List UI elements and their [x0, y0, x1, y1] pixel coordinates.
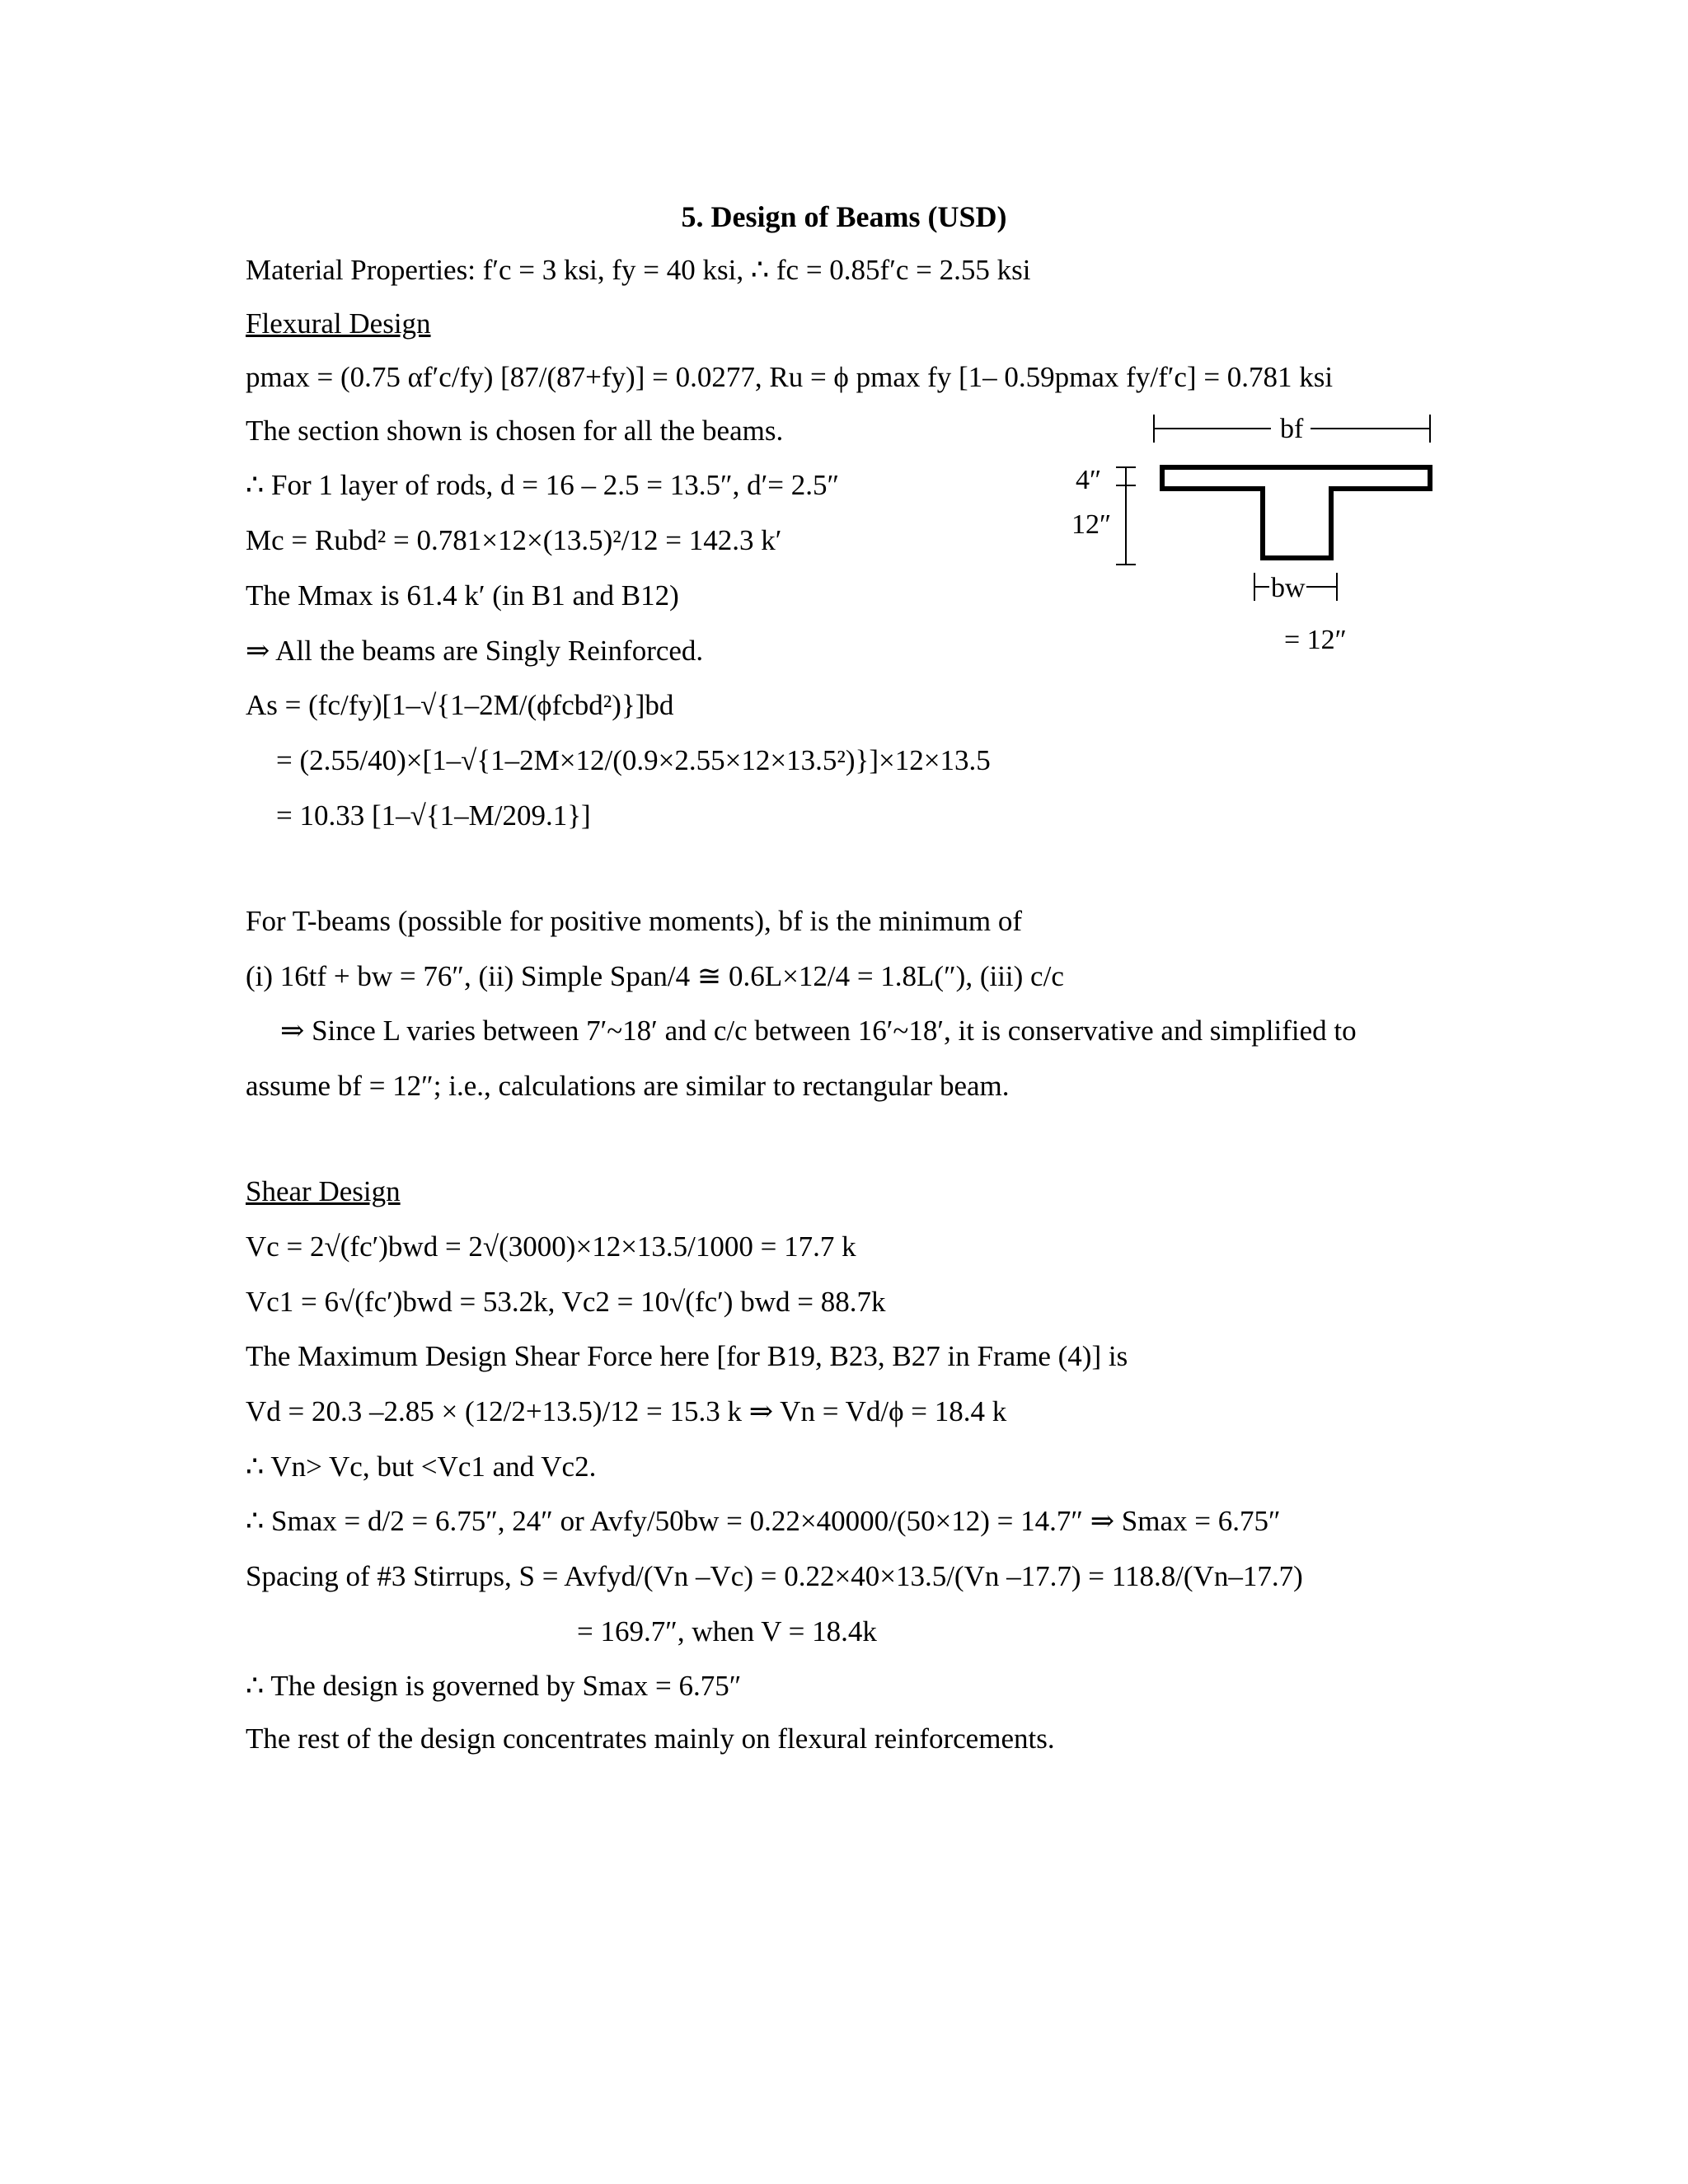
tbeam-intro: For T-beams (possible for positive moments), bf is the minimum of [246, 905, 1023, 937]
bw-value: = 12″ [1284, 625, 1347, 655]
vn-comparison: ∴ Vn> Vc, but <Vc1 and Vc2. [246, 1451, 597, 1483]
mc-equation: Mc = Rubd² = 0.781×12×(13.5)²/12 = 142.3 k′ [246, 524, 782, 556]
section-statement: The section shown is chosen for all the beams. [246, 415, 784, 447]
max-shear-statement: The Maximum Design Shear Force here [for B19, B23, B27 in Frame (4)] is [246, 1340, 1128, 1372]
as-equation: As = (fc/fy)[1–√{1–2M/(ϕfcbd²)}]bd [246, 689, 674, 721]
tbeam-note: ⇒ Since L varies between 7′~18′ and c/c between 16′~18′, it is conservative and simplified to [280, 1015, 1357, 1047]
page-title: 5. Design of Beams (USD) [681, 200, 1007, 233]
stirrup-spacing: Spacing of #3 Stirrups, S = Avfyd/(Vn –Vc) = 0.22×40×13.5/(Vn –17.7) = 118.8/(Vn–17.7) [246, 1560, 1303, 1592]
flange-depth-label: 4″ [1076, 465, 1102, 495]
governed-statement: ∴ The design is governed by Smax = 6.75″ [246, 1670, 742, 1702]
web-depth-label: 12″ [1071, 509, 1112, 540]
bf-label: bf [1280, 414, 1304, 444]
singly-reinforced: ⇒ All the beams are Singly Reinforced. [246, 635, 704, 667]
closing-statement: The rest of the design concentrates mainly on flexural reinforcements. [246, 1722, 1055, 1755]
stirrup-spacing-result: = 169.7″, when V = 18.4k [577, 1615, 877, 1647]
vc-equation: Vc = 2√(fc′)bwd = 2√(3000)×12×13.5/1000 = 17.7 k [246, 1230, 856, 1263]
as-equation-step: = (2.55/40)×[1–√{1–2M×12/(0.9×2.55×12×13.5²)}]×12×13.5 [276, 744, 991, 776]
t-beam-outline [1162, 467, 1430, 558]
as-equation-result: = 10.33 [1–√{1–M/209.1}] [276, 799, 591, 832]
bw-label: bw [1271, 573, 1306, 603]
layer-of-rods: ∴ For 1 layer of rods, d = 16 – 2.5 = 13.5″, d′= 2.5″ [246, 469, 840, 501]
tbeam-options: (i) 16tf + bw = 76″, (ii) Simple Span/4 ≅ 0.6L×12/4 = 1.8L(″), (iii) c/c [246, 960, 1064, 992]
shear-design-heading: Shear Design [246, 1175, 401, 1207]
mmax-statement: The Mmax is 61.4 k′ (in B1 and B12) [246, 579, 679, 612]
material-properties: Material Properties: f′c = 3 ksi, fy = 40 ksi, ∴ fc = 0.85f′c = 2.55 ksi [246, 254, 1031, 286]
vc1-vc2-equation: Vc1 = 6√(fc′)bwd = 53.2k, Vc2 = 10√(fc′) bwd = 88.7k [246, 1286, 886, 1318]
t-beam-section-diagram [1071, 408, 1442, 663]
tbeam-assumption: assume bf = 12″; i.e., calculations are similar to rectangular beam. [246, 1070, 1010, 1102]
smax-equation: ∴ Smax = d/2 = 6.75″, 24″ or Avfy/50bw = 0.22×40000/(50×12) = 14.7″ ⇒ Smax = 6.75″ [246, 1505, 1281, 1537]
pmax-equation: pmax = (0.75 αf′c/fy) [87/(87+fy)] = 0.0277, Ru = ϕ pmax fy [1– 0.59pmax fy/f′c] = 0.781 ksi [246, 361, 1334, 393]
flexural-design-heading: Flexural Design [246, 307, 431, 340]
vd-equation: Vd = 20.3 –2.85 × (12/2+13.5)/12 = 15.3 k ⇒ Vn = Vd/ϕ = 18.4 k [246, 1395, 1007, 1427]
